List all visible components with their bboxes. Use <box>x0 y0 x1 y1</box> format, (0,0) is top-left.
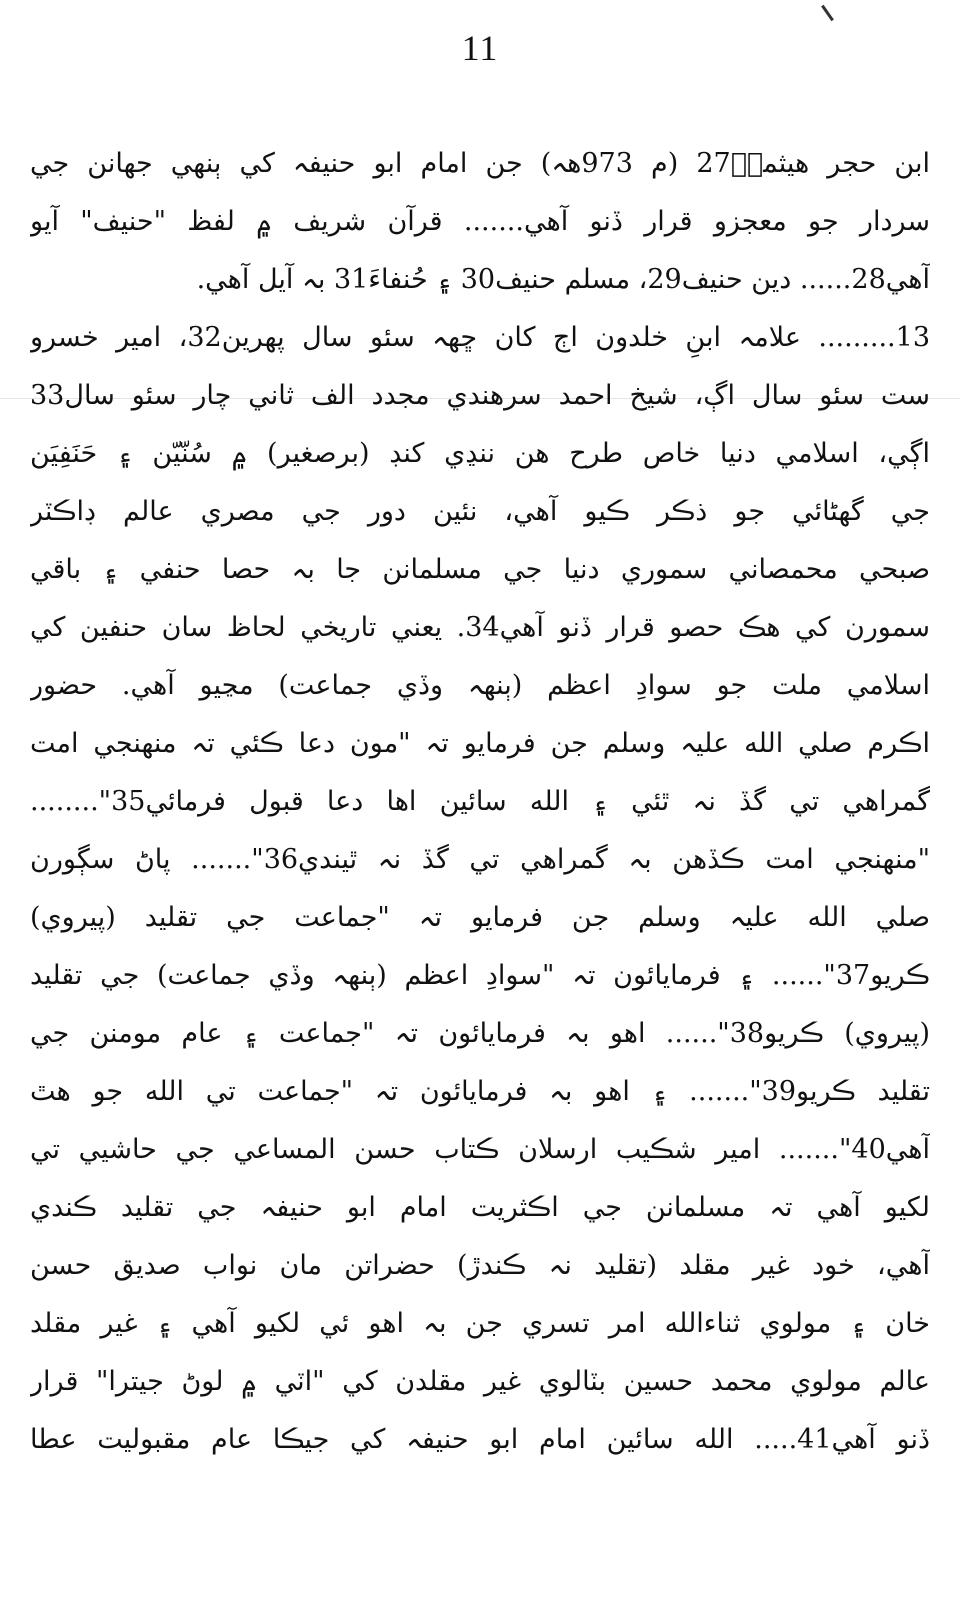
text-line: جي گهڻائي جو ذڪر ڪيو آهي، نئين دور جي مصري عالم ڊاڪٽر <box>30 496 930 527</box>
text-line: تقليد ڪريو39"....... ۽ اهو بہ فرمايائون تہ "جماعت تي الله جو هٿ <box>30 1076 930 1107</box>
text-line: گمراهي تي گڏ نہ ٿئي ۽ الله سائين اها دعا قبول فرمائي35"........ <box>30 786 930 817</box>
text-line: اسلامي ملت جو سوادِ اعظم (ٻنهہ وڏي جماعت) مڃيو آهي. حضور <box>30 670 930 701</box>
text-line: خان ۽ مولوي ثناءالله امر تسري جن بہ اهو ئي لکيو آهي ۽ غير مقلد <box>30 1308 930 1339</box>
text-line: ست سئو سال اڳ، شيخ احمد سرهندي مجدد الف ثاني چار سئو سال33 <box>30 380 930 411</box>
text-line: عالم مولوي محمد حسين بٽالوي غير مقلدن کي "اٽي ۾ لوڻ جيترا" قرار <box>30 1366 930 1397</box>
text-line: سردار جو معجزو قرار ڏنو آهي....... قرآن شريف ۾ لفظ "حنيف" آيو <box>30 206 930 237</box>
text-line: آهي28...... دين حنيف29، مسلم حنيف30 ۽ حُنفاءَ31 بہ آيل آهي. <box>196 264 930 295</box>
scan-mark <box>821 5 834 21</box>
text-line: 13......... علامہ ابنِ خلدون اڄ کان ڇهہ سئو سال پهرين32، امير خسرو <box>30 322 930 353</box>
text-line: آهي40"....... امير شڪيب ارسلان ڪتاب حسن المساعي جي حاشيي تي <box>30 1134 930 1165</box>
page-number: 11 <box>461 28 499 68</box>
text-line: لکيو آهي تہ مسلمانن جي اڪثريت امام ابو حنيفہ جي تقليد ڪندي <box>30 1192 930 1223</box>
text-line: ڪريو37"...... ۽ فرمايائون تہ "سوادِ اعظم (ٻنهہ وڏي جماعت) جي تقليد <box>30 960 930 991</box>
text-line: آهي، خود غير مقلد (تقليد نہ ڪندڙ) حضراتن مان نواب صديق حسن <box>30 1250 930 1281</box>
text-line: اڳي، اسلامي دنيا خاص طرح هن ننڍي کنڊ (برصغير) ۾ سُنّيّن ۽ حَنَفِيَن <box>30 438 930 469</box>
text-line: "منهنجي امت ڪڏهن بہ گمراهي تي گڏ نہ ٿيندي36"....... پاڻ سڳورن <box>30 844 930 875</box>
text-line: صلي الله عليہ وسلم جن فرمايو تہ "جماعت جي تقليد (پيروي) <box>30 902 930 933</box>
text-line: ڏنو آهي41..... الله سائين امام ابو حنيفہ کي جيڪا عام مقبوليت عطا <box>30 1424 930 1455</box>
text-line: صبحي محمصاني سموري دنيا جي مسلمانن جا بہ حصا حنفي ۽ باقي <box>30 554 930 585</box>
text-line: اڪرم صلي الله عليہ وسلم جن فرمايو تہ "مون دعا ڪئي تہ منهنجي امت <box>30 728 930 759</box>
text-line: (پيروي) ڪريو38"...... اهو بہ فرمايائون تہ "جماعت ۽ عام مومنن جي <box>30 1018 930 1049</box>
body-text <box>30 135 930 1469</box>
text-line: سمورن کي هڪ حصو قرار ڏنو آهي34. يعني تاريخي لحاظ سان حنفين کي <box>30 612 930 643</box>
text-line: ابن حجر هيثميؒ27 (م 973هہ) جن امام ابو حنيفہ کي ٻنهي جهانن جي <box>30 148 930 179</box>
